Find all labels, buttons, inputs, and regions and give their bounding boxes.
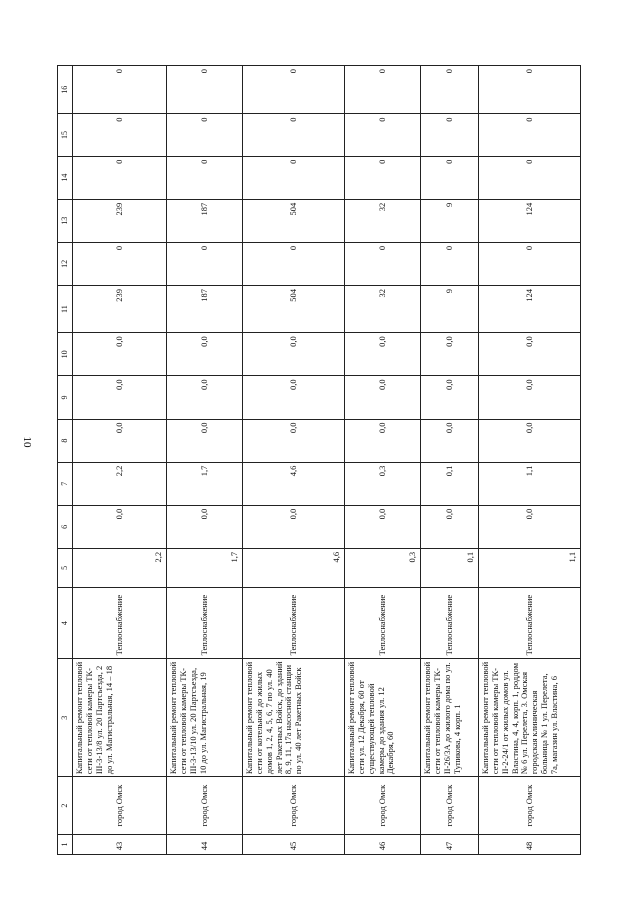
row-value: 0,0	[73, 333, 167, 376]
row-value: 0,0	[345, 333, 421, 376]
row-type: Теплоснабжение	[421, 587, 479, 659]
row-value: 2,2	[73, 462, 167, 505]
row-type: Теплоснабжение	[73, 587, 167, 659]
row-value: 0	[421, 114, 479, 156]
row-place: город Омск	[73, 777, 167, 835]
row-place: город Омск	[167, 777, 243, 835]
column-header: 9	[58, 376, 73, 419]
row-value: 1,7	[167, 462, 243, 505]
row-value: 0,0	[167, 505, 243, 548]
row-value: 124	[479, 199, 581, 242]
row-value: 32	[345, 199, 421, 242]
row-type: Теплоснабжение	[345, 587, 421, 659]
row-value: 0	[345, 114, 421, 156]
row-value: 0,0	[243, 505, 345, 548]
row-value: 0	[73, 114, 167, 156]
column-header: 2	[58, 777, 73, 835]
column-header: 8	[58, 419, 73, 462]
rotated-table-wrapper	[57, 65, 579, 855]
column-header: 12	[58, 242, 73, 285]
row-value: 0	[73, 156, 167, 199]
row-place: город Омск	[421, 777, 479, 835]
row-value: 9	[421, 285, 479, 332]
row-number: 46	[345, 835, 421, 855]
row-number: 44	[167, 835, 243, 855]
row-value: 0	[167, 156, 243, 199]
row-value: 187	[167, 285, 243, 332]
row-description: Капитальный ремонт тепловой сети ул. 12 Декабря, 60 от существующей тепловой камеры до здания ул. 12 Декабря, 60	[345, 659, 421, 777]
row-number: 45	[243, 835, 345, 855]
capital-repair-table	[57, 65, 581, 855]
row-value: 0,0	[73, 376, 167, 419]
row-value: 0	[243, 156, 345, 199]
table-row	[421, 66, 479, 855]
row-value: 0,0	[345, 376, 421, 419]
row-value: 0,0	[73, 505, 167, 548]
row-value: 32	[345, 285, 421, 332]
row-value: 504	[243, 285, 345, 332]
column-header: 7	[58, 462, 73, 505]
column-header: 10	[58, 333, 73, 376]
row-value: 187	[167, 199, 243, 242]
row-value: 0	[345, 66, 421, 114]
row-number: 43	[73, 835, 167, 855]
row-value: 0,3	[345, 462, 421, 505]
row-value: 0	[421, 66, 479, 114]
column-header: 16	[58, 66, 73, 114]
row-value: 0	[243, 242, 345, 285]
column-header: 11	[58, 285, 73, 332]
row-value: 0,0	[167, 376, 243, 419]
column-header: 14	[58, 156, 73, 199]
row-value: 0	[73, 242, 167, 285]
row-value: 0,1	[421, 462, 479, 505]
row-place: город Омск	[243, 777, 345, 835]
row-value: 0,0	[421, 376, 479, 419]
row-value: 0	[167, 66, 243, 114]
row-value: 0	[421, 242, 479, 285]
row-value: 0,0	[243, 333, 345, 376]
row-value: 0,0	[243, 376, 345, 419]
row-type: Теплоснабжение	[167, 587, 243, 659]
column-header: 4	[58, 587, 73, 659]
row-value: 1,1	[479, 548, 581, 587]
row-value: 0	[479, 156, 581, 199]
column-number-header-row	[58, 66, 73, 855]
row-type: Теплоснабжение	[243, 587, 345, 659]
table-row	[243, 66, 345, 855]
row-value: 0,0	[345, 505, 421, 548]
row-value: 0,0	[167, 419, 243, 462]
row-value: 0	[479, 242, 581, 285]
table-row	[345, 66, 421, 855]
row-value: 0,1	[421, 548, 479, 587]
column-header: 6	[58, 505, 73, 548]
row-value: 0,0	[73, 419, 167, 462]
row-value: 9	[421, 199, 479, 242]
row-value: 0,0	[479, 419, 581, 462]
row-place: город Омск	[479, 777, 581, 835]
column-header: 5	[58, 548, 73, 587]
row-value: 0	[243, 114, 345, 156]
row-description: Капитальный ремонт тепловой сети от тепловой камеры ТК-II-26/3А до жилого дома по ул. Тупикова, 4 корп. 1	[421, 659, 479, 777]
row-value: 239	[73, 199, 167, 242]
row-value: 124	[479, 285, 581, 332]
row-type: Теплоснабжение	[479, 587, 581, 659]
row-value: 0	[345, 242, 421, 285]
row-description: Капитальный ремонт тепловой сети от котельной до жилых домов 1, 2, 4, 5, 6, 7 по ул. 40 лет Ракетных Войск, до зданий 8, 9, 11, 17а насосной станции по ул. 40 лет Ракетных Войск	[243, 659, 345, 777]
row-description: Капитальный ремонт тепловой сети от тепловой камеры ТК-II-2-24/1 от жилых домов ул. Властина, 4, 4, корп. 1, роддом № 6 ул. Перелета, 3. Омская городская клиническая больница № 1 ул. Перелета, 7а, магазин ул. Властина, 6	[479, 659, 581, 777]
row-number: 48	[479, 835, 581, 855]
row-value: 0,0	[479, 505, 581, 548]
table-row	[479, 66, 581, 855]
row-value: 0	[167, 242, 243, 285]
table-row	[167, 66, 243, 855]
row-value: 0	[73, 66, 167, 114]
row-value: 0,0	[421, 333, 479, 376]
column-header: 1	[58, 835, 73, 855]
row-value: 2,2	[73, 548, 167, 587]
row-value: 504	[243, 199, 345, 242]
row-value: 0	[479, 66, 581, 114]
row-number: 47	[421, 835, 479, 855]
table-row	[73, 66, 167, 855]
row-value: 0	[479, 114, 581, 156]
row-description: Капитальный ремонт тепловой сети от тепловой камеры ТК-III-3-13/8 ул. 20 Партсъезда, 2 до ул. Магистральная, 14 – 18	[73, 659, 167, 777]
row-value: 0,3	[345, 548, 421, 587]
row-value: 0	[167, 114, 243, 156]
row-description: Капитальный ремонт тепловой сети от тепловой камеры ТК-III-3-13/10 ул. 20 Партсъезда, 10 до ул. Магистральная, 19	[167, 659, 243, 777]
row-value: 239	[73, 285, 167, 332]
column-header: 13	[58, 199, 73, 242]
row-value: 0,0	[421, 505, 479, 548]
page-number: 10	[21, 436, 33, 448]
row-value: 1,1	[479, 462, 581, 505]
row-value: 4,6	[243, 462, 345, 505]
row-value: 4,6	[243, 548, 345, 587]
row-value: 0,0	[345, 419, 421, 462]
row-place: город Омск	[345, 777, 421, 835]
row-value: 0	[345, 156, 421, 199]
column-header: 15	[58, 114, 73, 156]
row-value: 0,0	[479, 376, 581, 419]
row-value: 0	[421, 156, 479, 199]
row-value: 0	[243, 66, 345, 114]
row-value: 1,7	[167, 548, 243, 587]
row-value: 0,0	[479, 333, 581, 376]
column-header: 3	[58, 659, 73, 777]
row-value: 0,0	[167, 333, 243, 376]
row-value: 0,0	[421, 419, 479, 462]
row-value: 0,0	[243, 419, 345, 462]
